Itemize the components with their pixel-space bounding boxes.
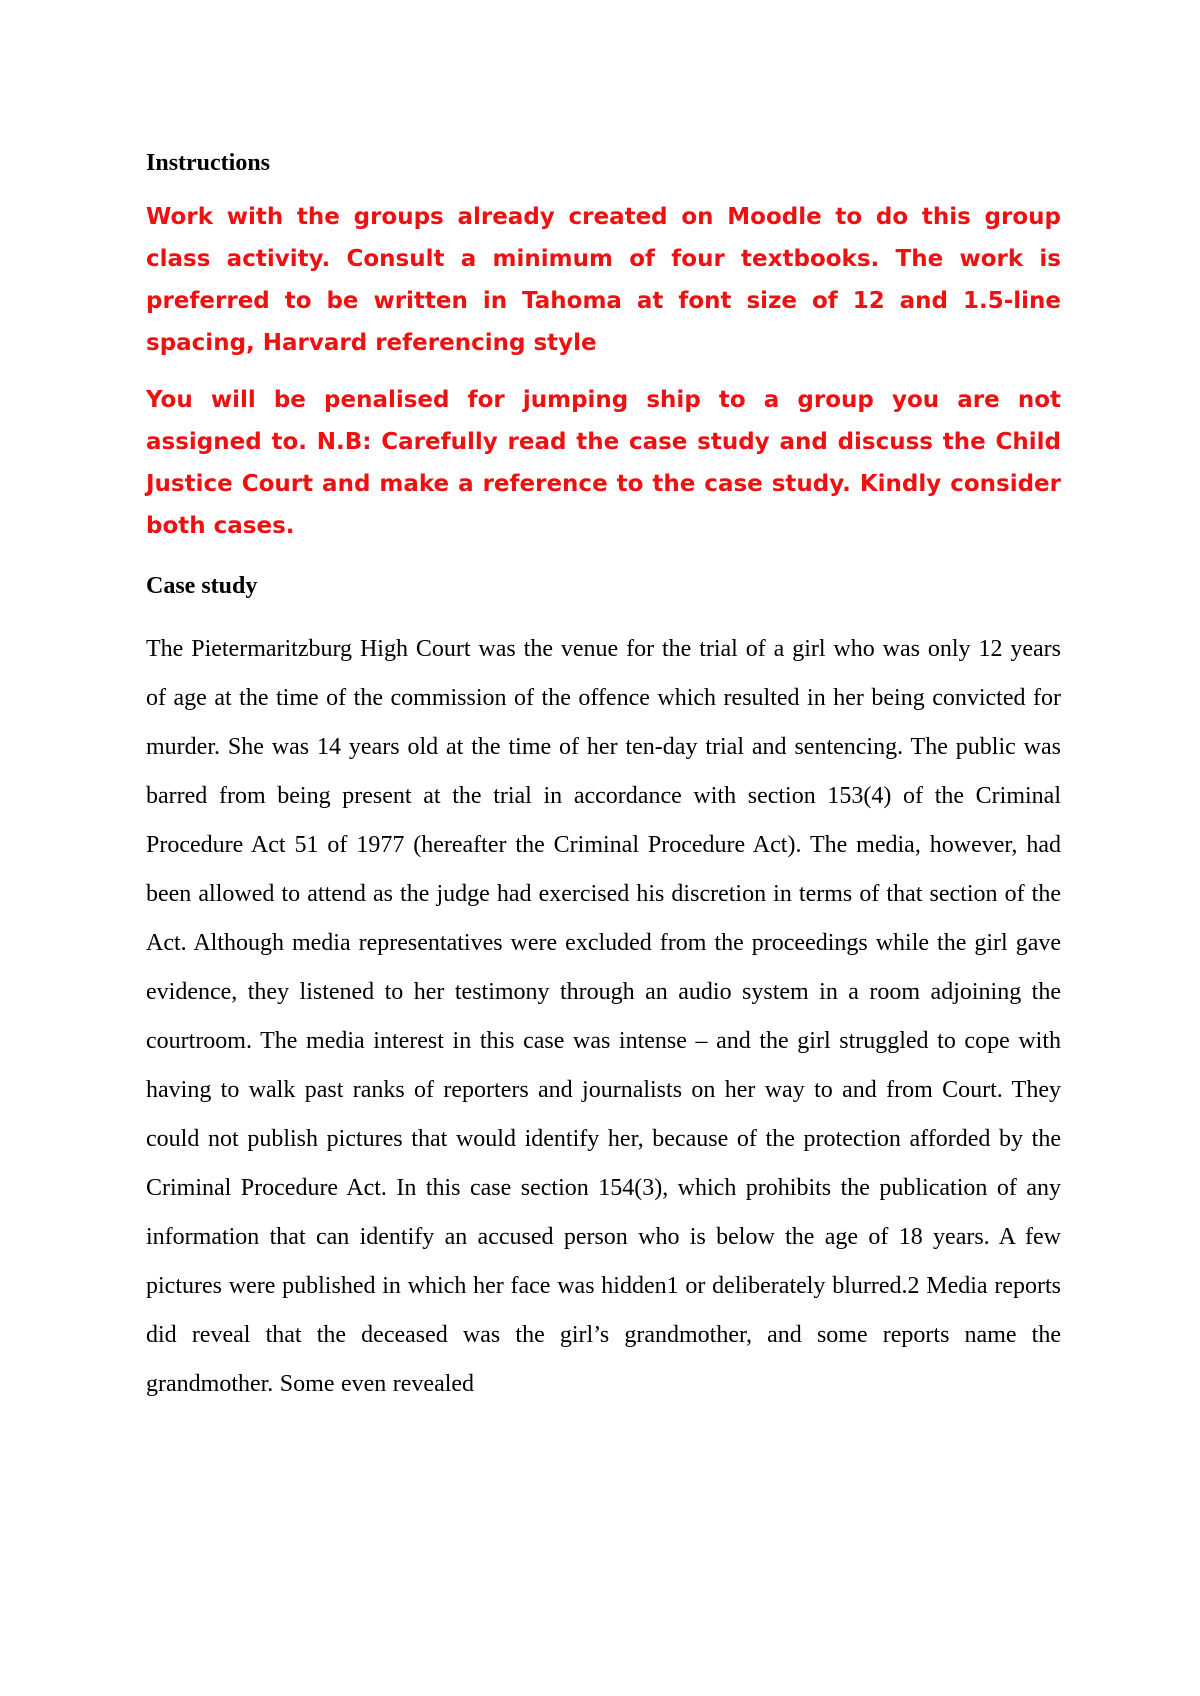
instructions-heading: Instructions [146,150,271,176]
instructions-paragraph-groups: Work with the groups already created on Moodle to do this group class activity. Consult a minimum of four textbooks. The work is preferred to be written in Tahoma at font size of 12 and 1.5-line spacing, Harvard referencing style [146,204,1061,356]
case-study-text: The Pietermaritzburg High Court was the venue for the trial of a girl who was only 12 years of age at the time of the commission of the offence which resulted in her being convicted for murder. She was 14 years old at the time of her ten-day trial and sentencing. The public was barred from being present at the trial in accordance with section 153(4) of the Criminal Procedure Act 51 of 1977 (hereafter the Criminal Procedure Act). The media, however, had been allowed to attend as the judge had exercised his discretion in terms of that section of the Act. Although media representatives were excluded from the proceedings while the girl gave evidence, they listened to her testimony through an audio system in a room adjoining the courtroom. The media interest in this case was intense – and the girl struggled to cope with having to walk past ranks of reporters and journalists on her way to and from Court. They could not publish pictures that would identify her, because of the protection afforded by the Criminal Procedure Act. In this case section 154(3), which prohibits the publication of any information that can identify an accused person who is below the age of 18 years. A few pictures were published in which her face was hidden1 or deliberately blurred.2 Media reports did reveal that the deceased was the girl’s grandmother, and some reports name the grandmother. Some even revealed [146,636,1061,1397]
document-content [146,146,1061,1409]
instructions-paragraph-penalty: You will be penalised for jumping ship to a group you are not assigned to. N.B: Carefully read the case study and discuss the Child Justice Court and make a reference to the case study. Kindly consider both cases. [146,387,1061,539]
case-study-heading: Case study [146,573,258,599]
